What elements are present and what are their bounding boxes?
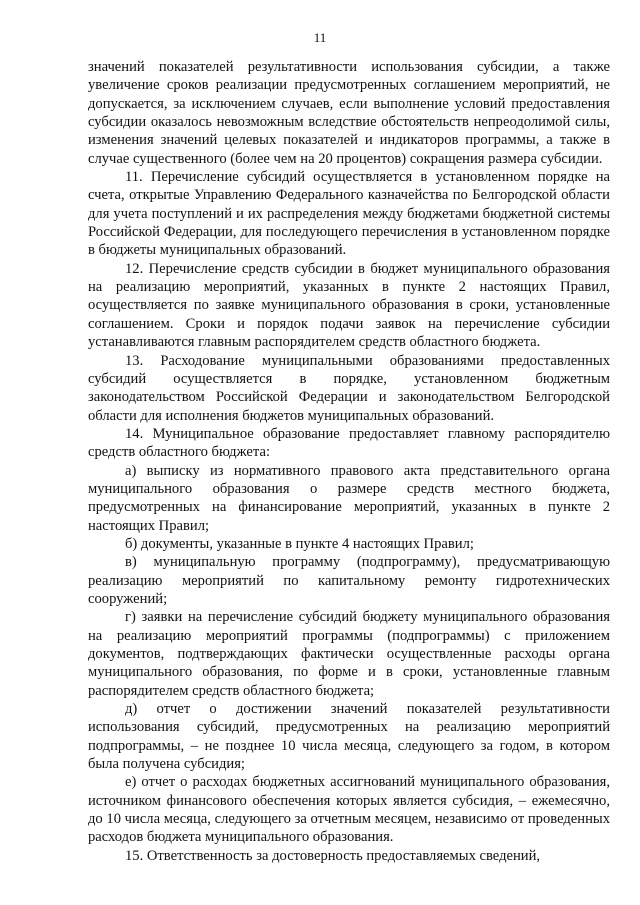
page-number: 11: [313, 30, 327, 45]
paragraph-continuation: значений показателей результативности использования субсидии, а также увеличение сроков реализации предусмотренных соглашением мероприятий, не допускается, за исключением случаев, если выполнение условий предоставления субсидии оказалось невозможным вследствие обстоятельств непреодолимой силы, изменения значений целевых показателей и индикаторов программы, а также в случае существенного (более чем на 20 процентов) сокращения размера субсидии.: [88, 59, 610, 167]
paragraph-11: 11. Перечисление субсидий осуществляется в установленном порядке на счета, открытые Управлению Федерального казначейства по Белгородской области для учета поступлений и их распределения между бюджетами бюджетной системы Российской Федерации, для последующего перечисления в установленном порядке в бюджеты муниципальных образований.: [88, 169, 610, 259]
document-body: [88, 58, 610, 865]
list-item-b: б) документы, указанные в пункте 4 настоящих Правил;: [125, 535, 474, 552]
list-item-g: г) заявки на перечисление субсидий бюджету муниципального образования на реализацию мероприятий программы (подпрограммы) с приложением документов, подтверждающих фактически осуществленные расходы органа муниципального образования, по форме и в сроки, установленные главным распорядителем средств областного бюджета;: [88, 609, 610, 699]
paragraph-13: 13. Расходование муниципальными образованиями предоставленных субсидий осуществляется в порядке, установленном бюджетным законодательством Российской Федерации и законодательством Белгородской области для исполнения бюджетов муниципальных образований.: [88, 352, 610, 424]
paragraph-12: 12. Перечисление средств субсидии в бюджет муниципального образования на реализацию мероприятий, указанных в пункте 2 настоящих Правил, осуществляется по заявке муниципального образования в сроки, установленные соглашением. Сроки и порядок подачи заявок на перечисление субсидии устанавливаются главным распорядителем средств областного бюджета.: [88, 260, 610, 351]
list-item-d: д) отчет о достижении значений показателей результативности использования субсидий, предусмотренных на реализацию мероприятий подпрограммы, – не позднее 10 числа месяца, следующего за годом, в котором была получена субсидия;: [88, 701, 610, 773]
paragraph-15: 15. Ответственность за достоверность предоставляемых сведений,: [125, 847, 541, 864]
list-item-a: а) выписку из нормативного правового акта представительного органа муниципального образования о размере средств местного бюджета, предусмотренных на финансирование мероприятий, указанных в пункте 2 настоящих Правил;: [88, 462, 610, 534]
list-item-e: е) отчет о расходах бюджетных ассигнований муниципального образования, источником финансового обеспечения которых является субсидия, – ежемесячно, до 10 числа месяца, следующего за отчетным месяцем, независимо от проведенных расходов бюджета муниципального образования.: [88, 774, 610, 846]
paragraph-14: 14. Муниципальное образование предоставляет главному распорядителю средств областного бюджета:: [88, 425, 610, 461]
list-item-v: в) муниципальную программу (подпрограмму), предусматривающую реализацию мероприятий по капитальному ремонту гидротехнических сооружений;: [88, 554, 610, 607]
